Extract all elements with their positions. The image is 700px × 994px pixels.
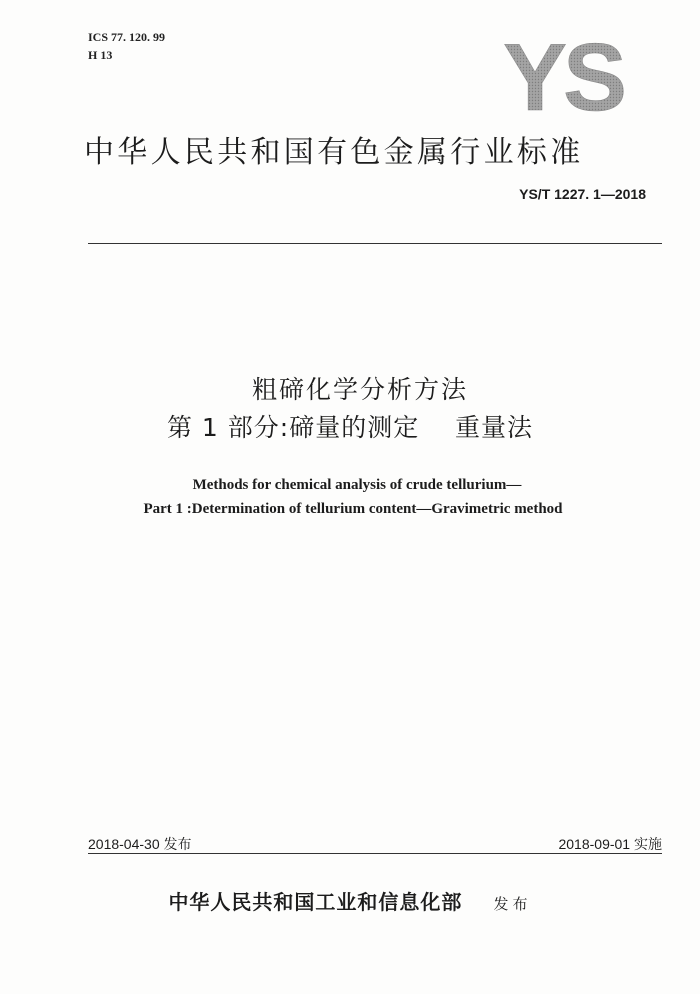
english-title-line2: Part 1 :Determination of tellurium content—Gravimetric method	[143, 501, 563, 517]
chinese-title	[0, 372, 700, 448]
english-title-line1: Methods for chemical analysis of crude tellurium—	[192, 477, 522, 493]
issue-label: 发布	[493, 895, 532, 913]
issuing-ministry: 中华人民共和国工业和信息化部	[168, 890, 463, 914]
classification-codes	[88, 28, 165, 64]
issuer-line	[0, 886, 700, 915]
ys-logo	[489, 36, 637, 114]
chinese-title-line1: 粗碲化学分析方法	[251, 375, 468, 404]
publish-date: 2018-04-30 发布	[88, 836, 192, 852]
ics-code: ICS 77. 120. 99	[88, 30, 166, 44]
implement-date: 2018-09-01 实施	[558, 836, 662, 852]
logo-text: YS	[502, 36, 624, 114]
ccs-code: H 13	[88, 48, 113, 62]
english-title	[0, 473, 700, 521]
chinese-title-line2: 第 1 部分:碲量的测定 重量法	[166, 413, 533, 442]
header-divider	[88, 243, 662, 244]
organization-title: 中华人民共和国有色金属行业标准	[84, 135, 584, 170]
footer-divider	[88, 853, 662, 854]
standard-number: YS/T 1227. 1—2018	[519, 186, 646, 202]
